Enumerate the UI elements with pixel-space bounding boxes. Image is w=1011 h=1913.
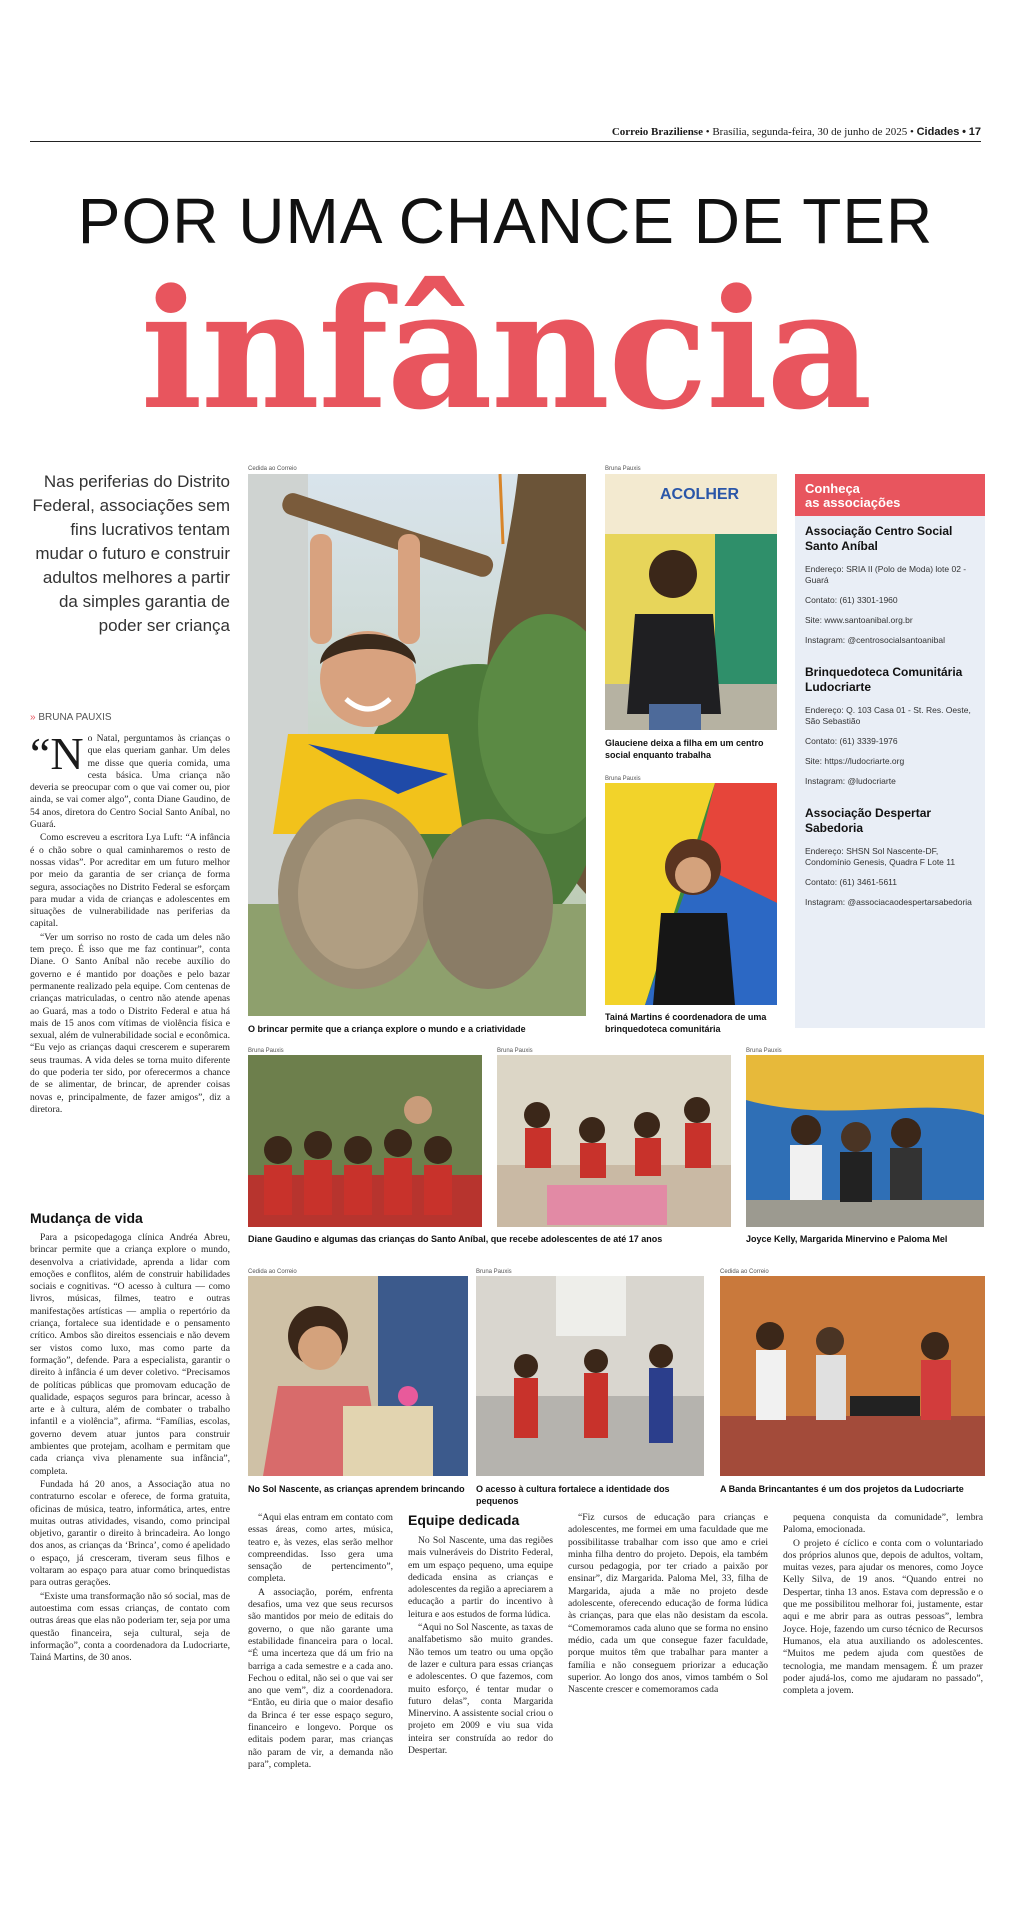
article-paragraph: “Aqui elas entram em contato com essas áreas, como artes, música, teatro e, às vezes, elas serão melhor compreendidas. Isso gera uma sensação de pertencimento”, completa. [248,1512,393,1585]
sidebar-assoc-santo-anibal [795,516,985,657]
photo-boy-on-tree [248,474,586,1016]
assoc-instagram: Instagram: @centrosocialsantoanibal [805,635,945,645]
assoc-instagram: Instagram: @ludocriarte [805,776,896,786]
sidebar-assoc-ludocriarte [795,657,985,798]
photo-group-santo-anibal [248,1055,482,1227]
sidebar-title-line1: Conheça [805,481,860,496]
article-paragraph: Para a psicopedagoga clínica Andréa Abreu, brincar permite que a criança explore o mundo, desenvolva a criatividade, aprenda a lidar com emoções e conflitos, além de construir habilidades sociais e cognitivas. “O acesso à cultura — como livros, músicas, filmes, teatro e outras manifestações artísticas — amplia o repertório da criança, fortalece sua identidade e o pensamento crítico. Ambos são direitos essenciais e não devem ser vistos como luxo, mas como parte da formação”, defende. Para a especialista, garantir o direito à infância é um dever coletivo. “Precisamos de políticas públicas que promovam educação de qualidade, espaços seguros para brincar, acesso à arte e à cultura, além de combater o trabalho infantil e a violência”, afirma. “Famílias, escolas, governo devem atuar juntos para construir ambientes que protejam, acolham e permitam que cada criança viva plenamente sua infância”, completa. [30,1232,230,1477]
assoc-name: Brinquedoteca Comunitária Ludocriarte [805,665,963,694]
article-paragraph: “Fiz cursos de educação para crianças e adolescentes, me formei em uma faculdade que me possibilitasse trabalhar com isso que amo e criei minha filha dentro do projeto. Depois, ela também cursou pedagogia, por ter criado a paixão por ensinar”, diz Margarida. Paloma Mel, 33, filha de Margarida, ajuda a mãe no projeto desde adolescente, oferecendo educação de forma lúdica às crianças, para que elas não desistam da escola. “Comemoramos cada aluno que se forma no ensino médio, cada um que consegue fazer faculdade, porque muitos têm que trabalhar para manter a família e não conseguem priorizar a educação superior. Ao longo dos anos, vimos também o Sol Nascente crescer e comemoramos cada [568,1512,768,1696]
photo-credit: Bruna Pauxis [476,1269,512,1275]
byline-author: BRUNA PAUXIS [38,712,112,723]
article-paragraph: No Sol Nascente, uma das regiões mais vulneráveis do Distrito Federal, em um espaço pequeno, uma equipe dedicada ensina as crianças e adolescentes da região a apreciarem a educação a partir do incentivo à leitura e aos estudos de forma lúdica. [408,1535,553,1620]
photo-boy-on-tree-image [248,474,586,1016]
sidebar-title [795,474,985,516]
assoc-address: Endereço: Q. 103 Casa 01 - St. Res. Oeste, São Sebastião [805,705,971,726]
byline [30,712,230,723]
headline-kicker: POR UMA CHANCE DE TER [77,185,934,257]
photo-banda [720,1276,985,1476]
photo-joyce-margarida-paloma [746,1055,984,1227]
folio-bullet: • [909,126,914,138]
article-paragraph: “Aqui no Sol Nascente, as taxas de analfabetismo são muito grandes. Não temos um teatro ou uma opção de lazer e cultura para essas crianças e adolescentes. O que fazemos, com muito esforço, é tentar mudar o futuro delas”, conta Margarida Minervino. A assistente social criou o projeto em 2009 e viu sua vida inteira ser construída ao redor do Despertar. [408,1622,553,1757]
photo-credit: Cedida ao Correio [248,466,297,472]
assoc-address: Endereço: SHSN Sol Nascente-DF, Condomínio Genesis, Quadra F Lote 11 [805,846,956,867]
article-paragraph: o Natal, perguntamos às crianças o que elas queriam ganhar. Um deles me disse que queria comida, uma cesta básica. Uma criança não deveria se preocupar com o que vai comer ou, pior ainda, se vai comer algo”, conta Diane Gaudino, de 54 anos, diretora do Centro Social Santo Aníbal, no Guará. [30,733,230,831]
article-paragraph: A associação, porém, enfrenta desafios, uma vez que seus recursos são mantidos por meio de editais do governo, o que não garante uma estabilidade financeira para o local. “É uma incerteza que dá um frio na barriga a cada semestre e a cada ano. Fechou o edital, não sei o que vai ser ano que vem”, diz a coordenadora. “Então, eu diria que o maior desafio da Brinca é ter esse espaço seguro, financeiro e longevo. Porque os editais podem parar, mas crianças não param de vir, a demanda não para”, completa. [248,1586,393,1770]
article-column-1 [30,733,230,1203]
photo-caption: Joyce Kelly, Margarida Minervino e Paloma Mel [746,1234,948,1244]
article-paragraph: Como escreveu a escritora Lya Luft: “A infância é o chão sobre o qual caminharemos o resto de nossas vidas”. Por acreditar em um futuro melhor por meio da garantia de ser criança de forma segura, associações no Distrito Federal se esforçam para mudar a vida de crianças e adolescentes em situações de vulnerabilidade nas periferias da capital. [30,832,230,930]
photo-cultura-image [476,1276,704,1476]
assoc-contact: Contato: (61) 3301-1960 [805,595,898,605]
sidebar-assoc-despertar [795,798,985,919]
photo-credit: Bruna Pauxis [605,466,641,472]
photo-cultura [476,1276,704,1476]
photo-caption: O acesso à cultura fortalece a identidade dos pequenos [476,1484,670,1506]
folio-bullet: • [962,126,966,138]
page-number: 17 [968,126,981,138]
subhead-equipe-dedicada: Equipe dedicada [408,1512,520,1528]
photo-credit: Bruna Pauxis [605,776,641,782]
page-folio [30,124,981,142]
photo-taina-image [605,783,777,1005]
dateline: Brasília, segunda-feira, 30 de junho de 2025 [712,126,908,138]
subhead-mudanca-de-vida: Mudança de vida [30,1210,143,1226]
assoc-address: Endereço: SRIA II (Polo de Moda) lote 02 - Guará [805,564,967,585]
photo-caption: A Banda Brincantantes é um dos projetos da Ludocriarte [720,1484,964,1494]
section-name: Cidades [916,126,960,138]
publication-name: Correio Braziliense [611,126,703,138]
photo-glauciene [605,474,777,730]
article-paragraph: Fundada há 20 anos, a Associação atua no contraturno escolar e oferece, de forma gratuita, oficinas de música, teatro, informática, artes, entre muitas outras atividades, visando, como principal objetivo, garantir o direito à brincadeira. Ao longo dos anos, as crianças da ‘Brinca’, como é apelidado o espaço, já cresceram, tiveram seus filhos e voltaram ao espaço para atuar como brinquedistas para outras gerações. [30,1478,230,1589]
article-paragraph: O projeto é cíclico e conta com o voluntariado dos próprios alunos que, depois de adultos, voltam, muitas vezes, para ajudar os menores, como Joyce Kelly Silva, de 19 anos. “Quando entrei no Despertar, tinha 13 anos. Estava com depressão e o que me possibilitou melhorar foi, justamente, estar aqui e me abrir para as outras pessoas”, lembra Joyce. Hoje, fazendo um curso técnico de Recursos Humanos, ela atua auxiliando os adolescentes. “Muitos me pedem ajuda com questões de tecnologia, me mandam mensagem. É um prazer poder ajudá-los, como me ajudaram no passado”, completa a jovem. [783,1537,983,1697]
photo-group-activity [497,1055,731,1227]
article-column-3 [408,1535,553,1892]
photo-glauciene-image [605,474,777,730]
sidebar-associacoes [795,474,985,1028]
assoc-name: Associação Centro Social Santo Aníbal [805,524,953,553]
article-column-4 [568,1512,768,1892]
photo-caption: O brincar permite que a criança explore o mundo e a criatividade [248,1024,526,1034]
dropcap: “N [30,733,84,779]
photo-caption: No Sol Nascente, as crianças aprendem brincando [248,1484,465,1494]
photo-banda-image [720,1276,985,1476]
article-column-5 [783,1512,983,1892]
headline-main: infância [140,253,871,446]
wall-text: ACOLHER [660,486,740,503]
assoc-site: Site: https://ludocriarte.org [805,756,905,766]
photo-taina [605,783,777,1005]
standfirst: Nas periferias do Distrito Federal, associações sem fins lucrativos tentam mudar o futuro e construir adultos melhores a partir da simples garantia de poder ser criança [32,472,230,635]
photo-caption-group: Diane Gaudino e algumas das crianças do Santo Aníbal, que recebe adolescentes de até 17 anos [248,1234,663,1244]
photo-credit: Bruna Pauxis [497,1048,533,1054]
photo-sol-nascente [248,1276,468,1476]
photo-credit: Cedida ao Correio [248,1269,297,1275]
article-paragraph: “Ver um sorriso no rosto de cada um deles não tem preço. É isso que me faz continuar”, conta Diane. O Santo Aníbal não recebe auxílio do governo e é mantido por doações e pelo bazar permanente realizado pela equipe. Com centenas de crianças matriculadas, o centro não atende apenas ao Guará, mas a todo o Distrito Federal e atua há mais de 15 anos com vítimas de violência física e sexual, além de vulnerabilidade social e econômica. “Eu vejo as crianças daqui crescerem e superarem seus traumas. A vida deles se torna muito diferente do que poderia ter sido, por oferecermos a chance de se alimentar, de brincar, de aprender coisas novas e, principalmente, de fazer amigos”, diz a diretora. [30,931,230,1115]
byline-marker: » [30,712,36,723]
photo-credit: Bruna Pauxis [248,1048,284,1054]
photo-caption: Glauciene deixa a filha em um centro social enquanto trabalha [605,738,764,760]
assoc-instagram: Instagram: @associacaodespertarsabedoria [805,897,972,907]
photo-group-activity-image [497,1055,731,1227]
assoc-contact: Contato: (61) 3461-5611 [805,877,897,887]
article-paragraph: “Existe uma transformação não só social, mas de autoestima com essas crianças, de contato com outras áreas que elas não poderiam ter, seja por uma questão financeira, seja cultural, seja de informação”, conta a coordenadora da Ludocriarte, Tainá Martins, de 30 anos. [30,1590,230,1664]
sidebar-title-line2: as associações [805,495,901,510]
photo-group-santo-anibal-image [248,1055,482,1227]
photo-caption: Tainá Martins é coordenadora de uma brinquedoteca comunitária [605,1012,767,1034]
photo-credit: Cedida ao Correio [720,1269,769,1275]
photo-credit: Bruna Pauxis [746,1048,782,1054]
folio-bullet: • [705,126,710,138]
assoc-name: Associação Despertar Sabedoria [805,806,932,835]
assoc-site: Site: www.santoanibal.org.br [805,615,913,625]
article-column-1b [30,1232,230,1885]
photo-sol-nascente-image [248,1276,468,1476]
article-paragraph: pequena conquista da comunidade”, lembra Paloma, emocionada. [783,1512,983,1536]
assoc-contact: Contato: (61) 3339-1976 [805,736,898,746]
article-column-2 [248,1512,393,1892]
photo-joyce-image [746,1055,984,1227]
